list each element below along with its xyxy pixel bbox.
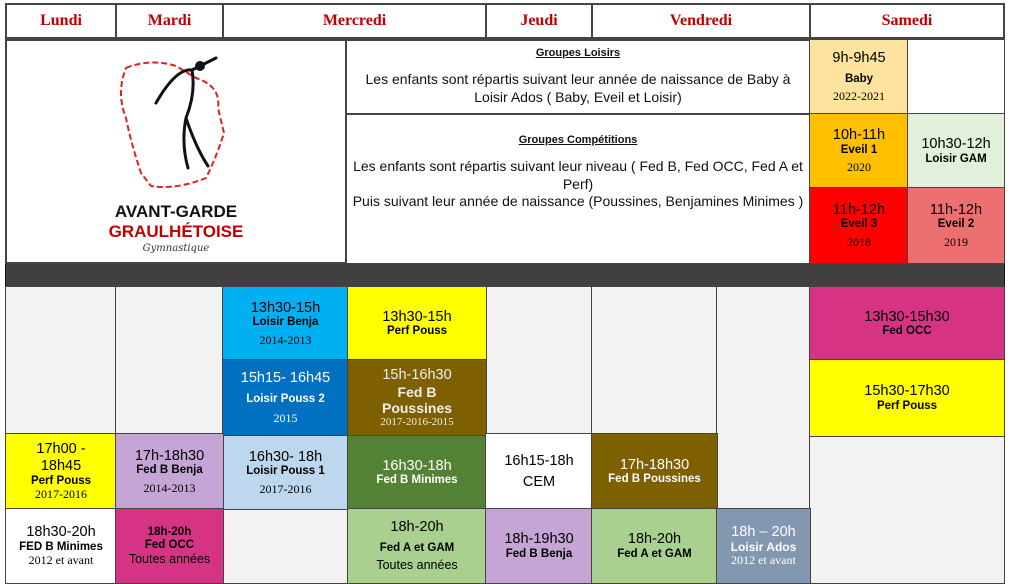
session-loisir-gam <box>907 113 1005 189</box>
empty-slot <box>907 39 1005 115</box>
day-label: Lundi <box>40 11 82 29</box>
info-comp-title: Groupes Compétitions <box>518 134 638 146</box>
session-time: 11h-12h <box>929 201 983 218</box>
info-loisirs-title: Groupes Loisirs <box>535 47 621 59</box>
info-competitions <box>345 113 811 264</box>
session-years: 2014-2013 <box>259 332 312 347</box>
session-group: Loisir GAM <box>925 152 987 165</box>
session-fed-occ-sam <box>809 286 1005 361</box>
header-jeudi <box>485 3 593 39</box>
header-mercredi <box>222 3 487 39</box>
session-time: 16h30-18h <box>382 457 452 474</box>
session-group: Fed B Benja <box>136 464 203 477</box>
session-years: 2017-2016 <box>35 486 87 501</box>
session-group: Fed B Benja <box>505 547 573 560</box>
session-group: Loisir Pouss 2 <box>246 392 325 405</box>
session-group: Eveil 2 <box>937 218 975 231</box>
session-group: Perf Pouss <box>386 325 448 338</box>
info-loisirs-text: Les enfants sont répartis suivant leur année de naissance de Baby à Loisir Ados ( Baby, Eveil et Loisir) <box>365 71 791 105</box>
session-years: 2014-2013 <box>143 480 196 495</box>
session-time: 15h15- 16h45 <box>240 370 331 387</box>
logo-line3: Gymnastique <box>142 243 210 255</box>
session-time: 18h-19h30 <box>504 531 574 548</box>
session-years: 2015 <box>273 411 298 426</box>
session-group: Fed A et GAM <box>379 542 455 555</box>
info-comp-text1: Les enfants sont répartis suivant leur niveau ( Fed B, Fed OCC, Fed A et Perf) <box>353 158 803 192</box>
session-loisir-ados-ven <box>716 508 811 584</box>
session-time: 10h30-12h <box>921 136 991 153</box>
session-years: 2017-2016 <box>259 481 312 496</box>
session-fedb-minimes-mer <box>347 435 487 510</box>
session-group: Perf Pouss <box>876 399 938 412</box>
gymnast-map-icon <box>96 48 256 198</box>
club-logo <box>5 39 347 264</box>
session-loisir-benja <box>222 286 349 361</box>
session-fedb-minimes-lun <box>5 508 117 584</box>
session-time: 18h-20h <box>390 519 444 536</box>
session-group: Eveil 3 <box>840 218 878 231</box>
day-label: Samedi <box>881 11 933 29</box>
session-years: 2018 <box>847 234 871 249</box>
separator-bar <box>5 264 1005 286</box>
session-time: 17h00 - 18h45 <box>36 441 86 474</box>
session-group: Loisir Ados <box>730 539 797 554</box>
session-group: CEM <box>522 473 556 490</box>
session-group: Fed B Minimes <box>376 474 458 487</box>
session-years: 2019 <box>944 234 968 249</box>
session-loisir-pouss1 <box>222 435 349 510</box>
empty-slot <box>485 286 593 435</box>
header-vendredi <box>591 3 811 39</box>
header-samedi <box>809 3 1005 39</box>
info-comp-text2: Puis suivant leur année de naissance (Poussines, Benjamines Minimes ) <box>352 193 804 209</box>
empty-slot <box>809 435 1005 584</box>
session-time: 9h-9h45 <box>832 50 886 67</box>
session-time: 16h15-18h <box>504 452 574 469</box>
session-years: 2017-2016-2015 <box>380 416 454 429</box>
header-lundi <box>5 3 117 39</box>
session-baby <box>809 39 909 115</box>
session-years: 2022-2021 <box>833 89 885 104</box>
session-years: Toutes années <box>128 552 211 567</box>
header-mardi <box>115 3 224 39</box>
day-label: Mardi <box>147 11 192 29</box>
empty-slot <box>115 286 224 435</box>
day-label: Mercredi <box>322 11 387 29</box>
session-group: Perf Pouss <box>30 474 92 487</box>
logo-line1: AVANT-GARDE <box>114 202 238 222</box>
session-fedb-poussines-ven <box>591 433 718 510</box>
session-fed-a-gam-mer <box>347 508 487 584</box>
session-group: Fed A et GAM <box>617 547 692 560</box>
info-loisirs <box>345 39 811 115</box>
session-fedb-poussines-mer <box>347 359 487 437</box>
session-time: 17h-18h30 <box>619 456 690 473</box>
session-time: 18h-20h <box>147 525 192 538</box>
session-time: 13h30-15h30 <box>864 308 950 325</box>
session-years: Toutes années <box>376 558 458 573</box>
session-time: 15h-16h30 <box>382 367 452 384</box>
session-group: Loisir Benja <box>252 316 319 329</box>
session-time: 13h30-15h <box>250 299 321 316</box>
session-time: 13h30-15h <box>382 308 452 325</box>
session-time: 15h30-17h30 <box>864 383 950 400</box>
session-time: 16h30- 18h <box>248 448 323 465</box>
session-loisir-pouss2 <box>222 359 349 437</box>
session-time: 18h – 20h <box>731 523 796 540</box>
session-fedb-benja-mar <box>115 433 224 510</box>
session-group: Fed B Poussines <box>608 473 701 486</box>
session-years: 2012 et avant <box>731 553 796 568</box>
empty-slot <box>591 286 718 435</box>
empty-slot <box>5 286 117 435</box>
session-cem-jeu <box>485 433 593 510</box>
session-group: Eveil 1 <box>840 143 878 156</box>
session-group: Fed B Poussines <box>381 383 453 417</box>
session-time: 18h-20h <box>627 531 682 548</box>
session-fed-occ-mar <box>115 508 224 584</box>
day-label: Vendredi <box>669 11 733 29</box>
session-perf-pouss-mer <box>347 286 487 361</box>
session-eveil1 <box>809 113 909 189</box>
day-label: Jeudi <box>520 11 558 29</box>
session-perf-pouss-sam <box>809 359 1005 437</box>
session-time: 18h30-20h <box>26 524 96 541</box>
session-years: 2020 <box>847 160 871 175</box>
session-eveil2 <box>907 187 1005 264</box>
session-group: Loisir Pouss 1 <box>246 465 325 478</box>
session-group: Baby <box>844 72 874 85</box>
session-group: Fed OCC <box>144 538 195 551</box>
logo-line2: GRAULHÉTOISE <box>108 221 244 241</box>
session-fed-a-gam-ven <box>591 508 718 584</box>
session-group: FED B Minimes <box>19 540 103 553</box>
session-years: 2012 et avant <box>28 553 94 568</box>
empty-slot <box>716 286 811 510</box>
empty-slot <box>222 508 349 584</box>
session-group: Fed OCC <box>882 325 932 338</box>
session-fedb-benja-jeu <box>485 508 593 584</box>
session-time: 17h-18h30 <box>134 447 205 464</box>
session-time: 10h-11h <box>832 127 886 144</box>
session-perf-pouss-lun <box>5 433 117 510</box>
session-eveil3 <box>809 187 909 264</box>
session-time: 11h-12h <box>832 201 886 218</box>
